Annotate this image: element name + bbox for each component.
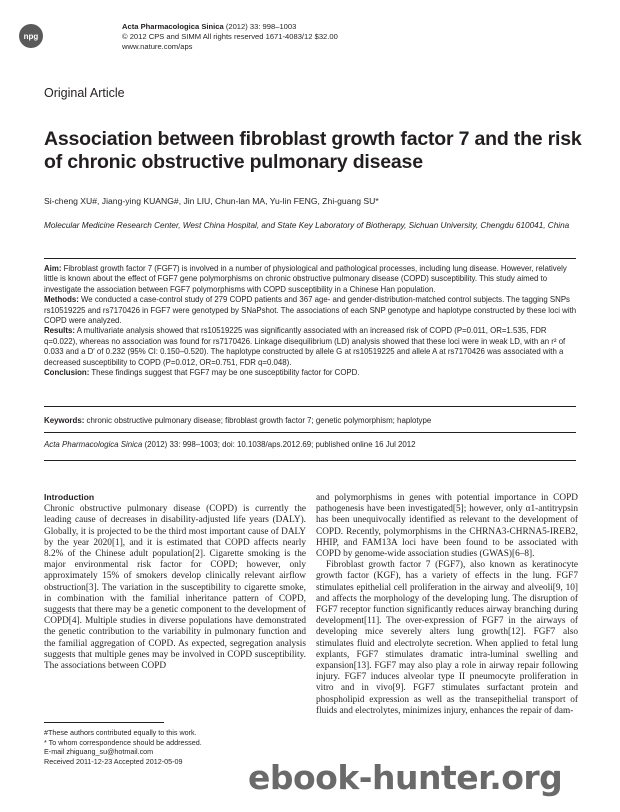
section-label: Original Article [44,86,125,100]
aim-label: Aim: [44,264,62,273]
article-title: Association between fibroblast growth factor 7 and the risk of chronic obstructive pulmonary disease [44,128,582,173]
keywords-label: Keywords: [44,416,85,425]
copyright-line: © 2012 CPS and SIMM All rights reserved 1671-4083/12 $32.00 [122,32,338,41]
aim-text: Fibroblast growth factor 7 (FGF7) is involved in a number of physiological and pathological processes, including lung disease. However, relatively little is known about the effect of FGF7 gene polymorphisms on chronic obstructive pulmonary disease (COPD) susceptibility. This study aimed to investigate the association between FGF7 polymorphisms with COPD susceptibility in a Chinese Han population. [44,264,567,294]
watermark: ebook-hunter.org [248,758,563,797]
footnote-email[interactable]: E-mail zhiguang_su@hotmail.com [44,747,154,757]
affiliation: Molecular Medicine Research Center, West China Hospital, and State Key Laboratory of Biotherapy, Sichuan University, Chengdu 610041, China [44,221,570,230]
keywords [44,416,582,425]
npg-logo: npg [19,24,43,48]
results-label: Results: [44,326,75,336]
abstract [44,264,582,378]
abstract-top-rule [44,258,576,259]
methods-text: We conducted a case-control study of 279 COPD patients and 367 age- and gender-distribution-matched control subjects. The tagging SNPs rs10519225 and rs7170426 in FGF7 were genotyped by SNaPshot. The associations of each SNP genotype and haplotype constructed by these loci with COPD were analyzed. [44,295,577,326]
keywords-text: chronic obstructive pulmonary disease; fibroblast growth factor 7; genetic polymorphism; haplotype [86,416,432,425]
body-left-column [44,492,306,672]
citation-rule [44,460,576,461]
citation [44,440,584,449]
intro-heading: Introduction [44,492,95,502]
intro-paragraph-1-cont: and polymorphisms in genes with potential importance in COPD pathogenesis have been investigated[5]; however, only α1-antitrypsin has been unequivocally identified as relevant to the development of COPD. Recently, polymorphisms in the CHRNA3-CHRNA5-IREB2, HHIP, and FAM13A loci have been found to be associated with COPD by genome-wide association studies (GWAS)[6–8]. [316,493,578,560]
volume-info: (2012) 33: 998–1003 [223,22,297,31]
footnote-dates: Received 2011-12-23 Accepted 2012-05-09 [44,756,183,766]
conclusion-text: These findings suggest that FGF7 may be one susceptibility factor for COPD. [91,368,360,378]
journal-url[interactable]: www.nature.com/aps [122,42,193,51]
footnote-rule [44,722,164,723]
abstract-bottom-rule [44,406,576,407]
citation-details: (2012) 33: 998–1003; doi: 10.1038/aps.2012.69; published online 16 Jul 2012 [142,440,416,449]
intro-paragraph-2: Fibroblast growth factor 7 (FGF7), also known as keratinocyte growth factor (KGF), has a variety of effects in the lung. FGF7 stimulates epithelial cell proliferation in the airway and alveoli[9, 10] and affects the morphology of the developing lung. The disruption of FGF7 receptor function significantly reduces airway branching during development[11]. The over-expression of FGF7 in the airways of developing mice severely alters lung growth[12]. FGF7 also stimulates fluid and electrolyte secretion. When applied to fetal lung explants, FGF7 stimulates dramatic intra-luminal swelling and expansion[13]. FGF7 may also play a role in airway repair following injury. FGF7 induces alveolar type II pneumocyte proliferation in vitro and in vivo[9]. FGF7 stimulates surfactant protein and phospholipid expression as well as the transepithelial transport of fluids and electrolytes, minimizes injury, enhances the repair of dam- [316,560,578,716]
footnote-equal-contribution: #These authors contributed equally to this work. [44,728,197,737]
masthead [122,22,338,52]
author-list: Si-cheng XU#, Jiang-ying KUANG#, Jin LIU, Chun-lan MA, Yu-lin FENG, Zhi-guang SU* [44,196,379,206]
citation-journal: Acta Pharmacologica Sinica [44,440,143,449]
keywords-rule [44,432,576,433]
results-text: A multivariate analysis showed that rs10519225 was significantly associated with an increased risk of COPD (P=0.011, OR=1.535, FDR q=0.022), whereas no association was found for rs7170426. Linkage disequilibrium (LD) analysis showed that these loci were in weak LD, with an r² of 0.033 and a D′ of 0.232 (95% CI: 0.150–0.520). The haplotype constructed by allele G at rs10519225 and allele A at rs7170426 was associated with a decreased susceptibility to COPD (P=0.012, OR=0.751, FDR q=0.048). [44,326,566,367]
body-right-column [316,493,578,717]
intro-paragraph-1: Chronic obstructive pulmonary disease (COPD) is currently the leading cause of decreases in disability-adjusted life years (DALY). Globally, it is projected to be the third most important cause of DALY by the year 2020[1], and it is estimated that COPD affects nearly 8.2% of the Chinese adult population[2]. Cigarette smoking is the major environmental risk factor for COPD; however, only approximately 15% of smokers develop clinically relevant airflow obstruction[3]. The variation in the susceptibility to cigarette smoke, in combination with the familial inheritance pattern of COPD, suggests that there may be a genetic component to the development of COPD[4]. Multiple studies in diverse populations have demonstrated the genetic contribution to the variability in pulmonary function and the familial aggregation of COPD. As expected, segregation analysis suggests that multiple genes may be involved in COPD susceptibility. The associations between COPD [44,504,306,672]
conclusion-label: Conclusion: [44,368,90,378]
journal-name: Acta Pharmacologica Sinica [122,22,224,31]
methods-label: Methods: [44,295,79,305]
footnote-correspondence: * To whom correspondence should be addressed. [44,737,202,747]
